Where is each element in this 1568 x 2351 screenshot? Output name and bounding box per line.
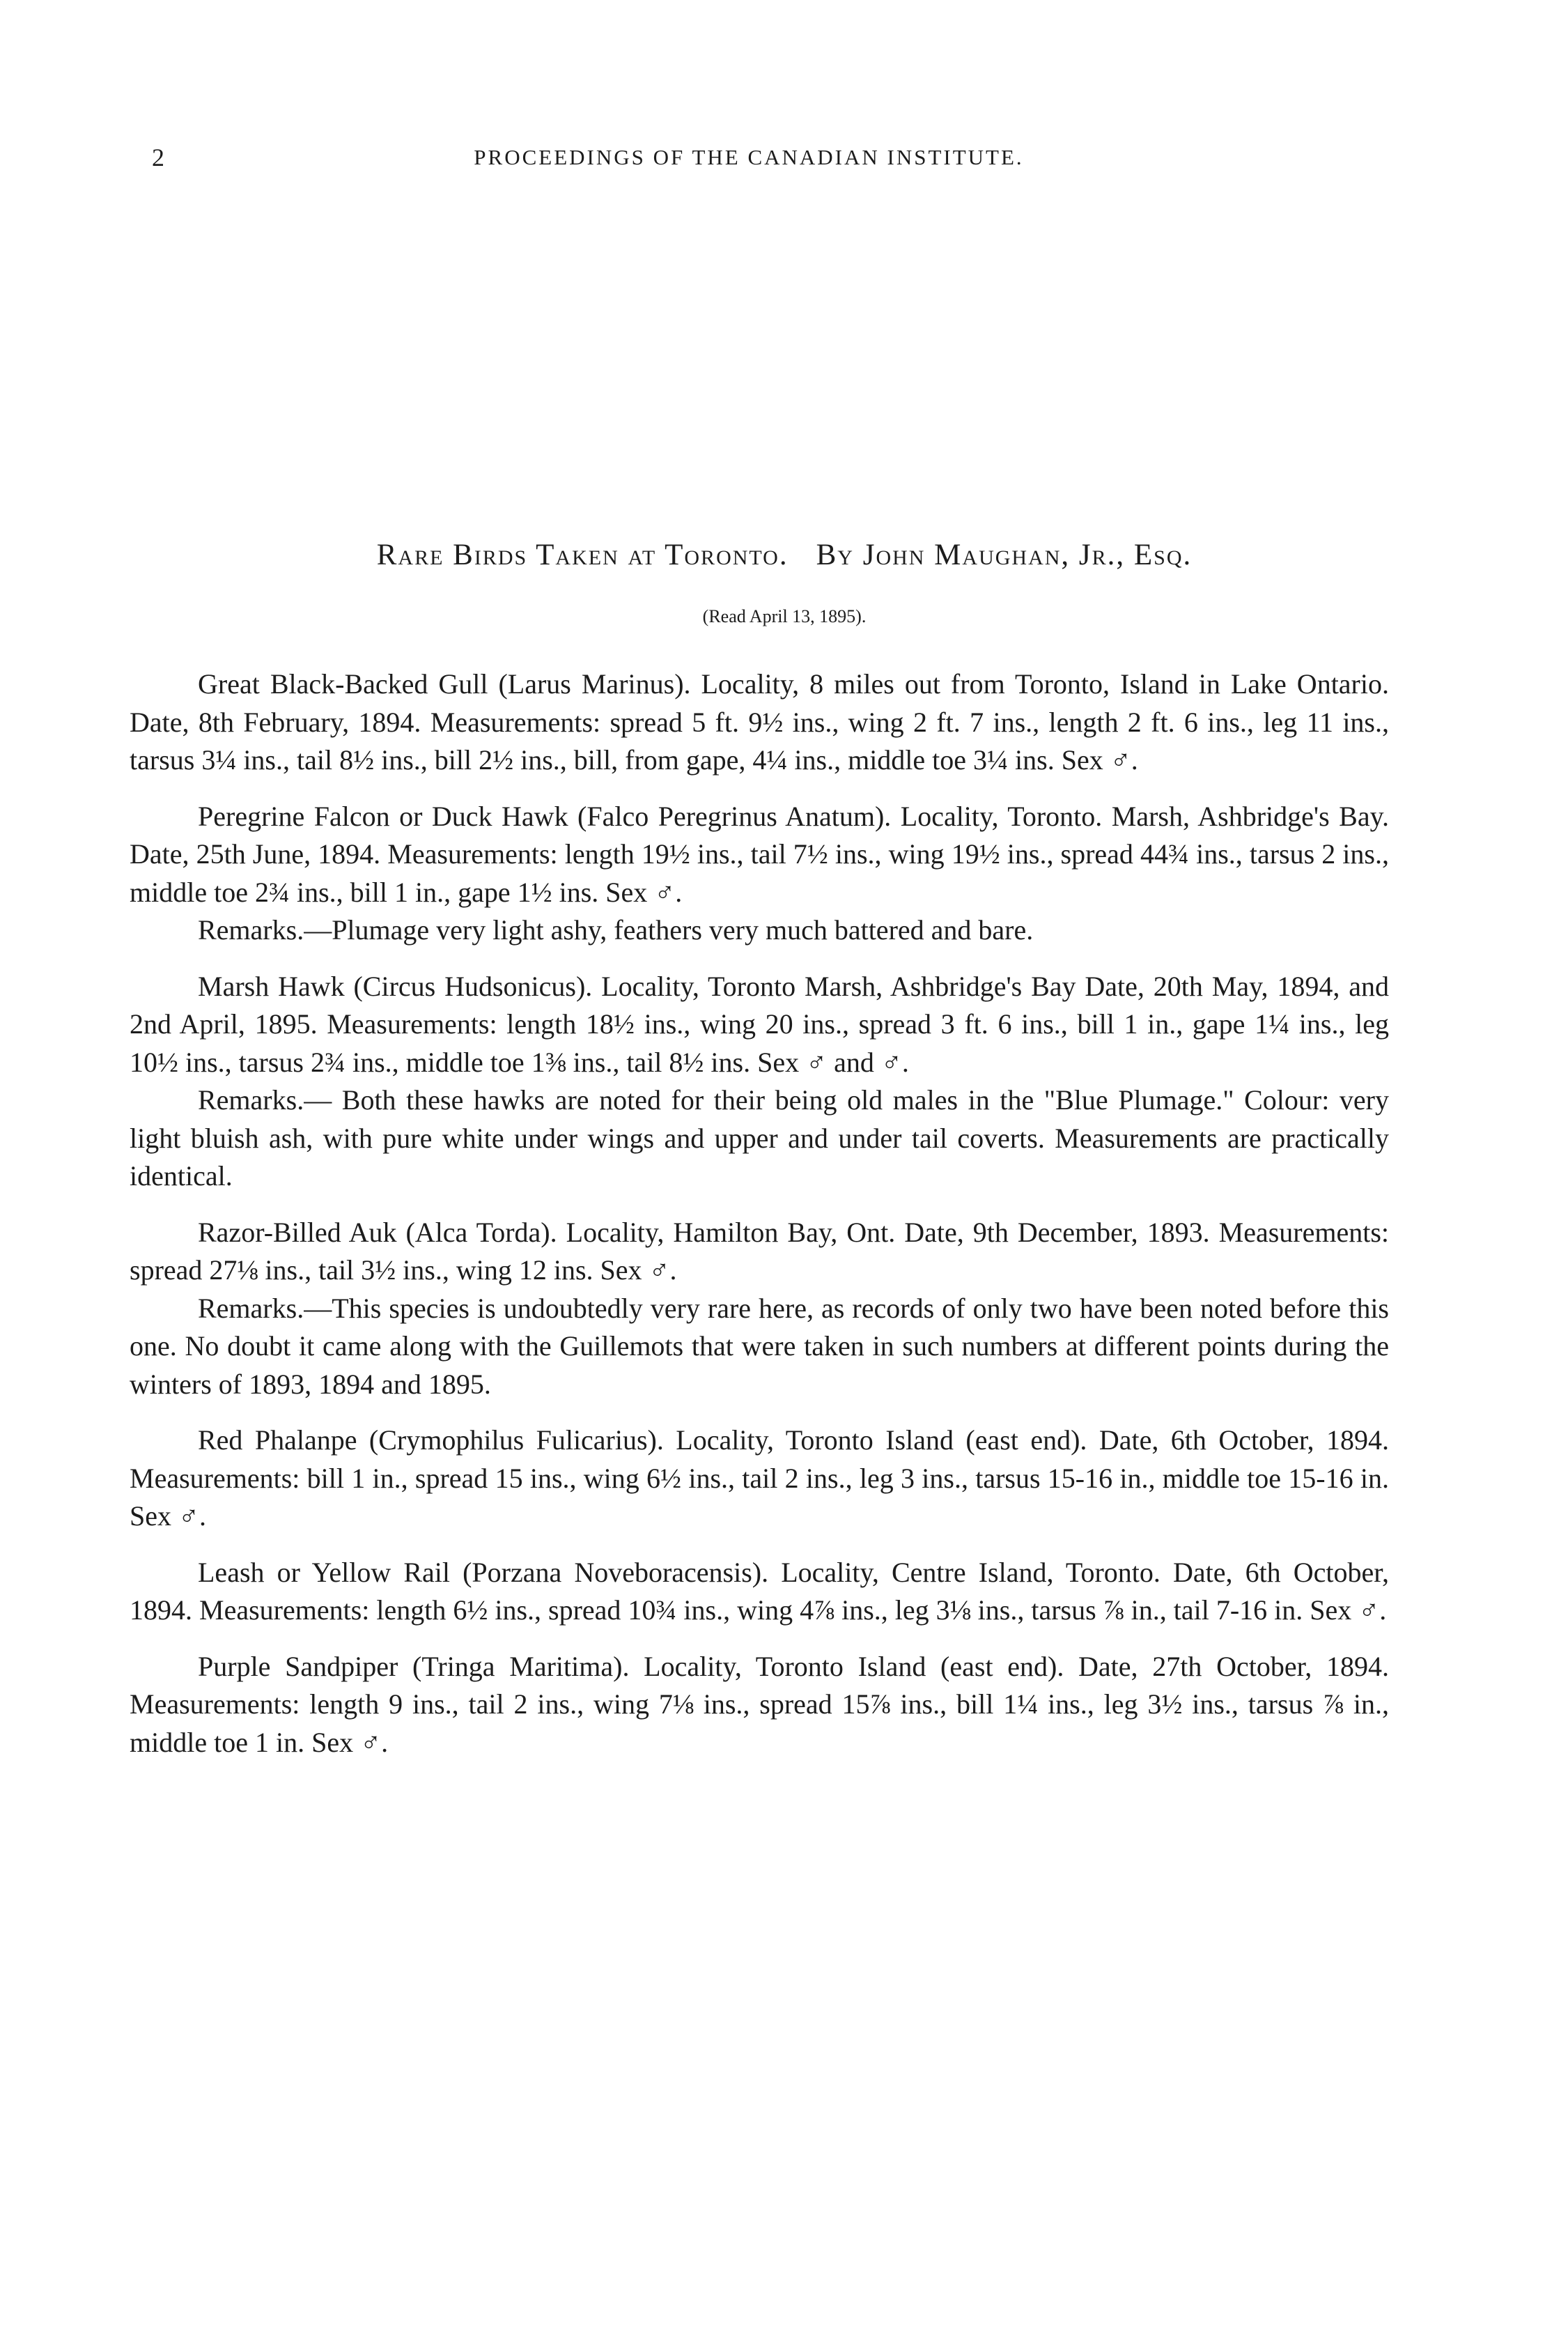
entry-red-phalarope: Red Phalanpe (Crymophilus Fulicarius). Locality, Toronto Island (east end). Date, 6th October, 1894. Measurements: bill 1 in., spread 15 ins., wing 6½ ins., tail 2 ins., leg 3 ins., tarsus 15-16 in., middle toe 15-16 in. Sex ♂. bbox=[130, 1424, 1389, 1532]
article-author: By John Maughan, Jr., Esq. bbox=[816, 539, 1193, 571]
remark-razor-billed-auk: Remarks.—This species is undoubtedly very rare here, as records of only two have been noted before this one. No doubt it came along with the Guillemots that were taken in such numbers at different points during the winters of 1893, 1894 and 1895. bbox=[130, 1292, 1389, 1400]
read-date: (Read April 13, 1895). bbox=[702, 606, 867, 626]
remark-peregrine-falcon: Remarks.—Plumage very light ashy, feathers very much battered and bare. bbox=[198, 914, 1034, 946]
entry-great-black-backed-gull: Great Black-Backed Gull (Larus Marinus). Locality, 8 miles out from Toronto, Island in Lake Ontario. Date, 8th February, 1894. Measurements: spread 5 ft. 9½ ins., wing 2 ft. 7 ins., length 2 ft. 6 ins., leg 11 ins., tarsus 3¼ ins., tail 8½ ins., bill 2½ ins., bill, from gape, 4¼ ins., middle toe 3¼ ins. Sex ♂. bbox=[130, 668, 1389, 776]
entry-razor-billed-auk: Razor-Billed Auk (Alca Torda). Locality, Hamilton Bay, Ont. Date, 9th December, 1893. Measurements: spread 27⅛ ins., tail 3½ ins., wing 12 ins. Sex ♂. bbox=[130, 1216, 1389, 1286]
remark-marsh-hawk: Remarks.— Both these hawks are noted for their being old males in the "Blue Plumage." Colour: very light bluish ash, with pure white under wings and upper and under tail coverts. Measurements are practically identical. bbox=[130, 1084, 1389, 1192]
entry-yellow-rail: Leash or Yellow Rail (Porzana Noveboracensis). Locality, Centre Island, Toronto. Date, 6th October, 1894. Measurements: length 6½ ins., spread 10¾ ins., wing 4⅞ ins., leg 3⅛ ins., tarsus ⅞ in., tail 7-16 in. Sex ♂. bbox=[130, 1556, 1389, 1626]
entry-peregrine-falcon: Peregrine Falcon or Duck Hawk (Falco Peregrinus Anatum). Locality, Toronto. Marsh, Ashbridge's Bay. Date, 25th June, 1894. Measurements: length 19½ ins., tail 7½ ins., wing 19½ ins., spread 44¾ ins., tarsus 2 ins., middle toe 2¾ ins., bill 1 in., gape 1½ ins. Sex ♂. bbox=[130, 800, 1389, 908]
article-title-main: Rare Birds Taken at Toronto. bbox=[376, 539, 789, 571]
article-title bbox=[130, 531, 1439, 580]
running-header bbox=[0, 137, 1568, 178]
running-title: PROCEEDINGS OF THE CANADIAN INSTITUTE. bbox=[474, 145, 1024, 169]
page-number: 2 bbox=[152, 144, 164, 171]
article-body bbox=[130, 665, 1389, 1762]
entry-purple-sandpiper: Purple Sandpiper (Tringa Maritima). Locality, Toronto Island (east end). Date, 27th October, 1894. Measurements: length 9 ins., tail 2 ins., wing 7⅛ ins., spread 15⅞ ins., bill 1¼ ins., leg 3½ ins., tarsus ⅞ in., middle toe 1 in. Sex ♂. bbox=[130, 1650, 1389, 1758]
entry-marsh-hawk: Marsh Hawk (Circus Hudsonicus). Locality, Toronto Marsh, Ashbridge's Bay Date, 20th May, 1894, and 2nd April, 1895. Measurements: length 18½ ins., wing 20 ins., spread 3 ft. 6 ins., bill 1 in., gape 1¼ ins., leg 10½ ins., tarsus 2¾ ins., middle toe 1⅜ ins., tail 8½ ins. Sex ♂ and ♂. bbox=[130, 970, 1389, 1078]
